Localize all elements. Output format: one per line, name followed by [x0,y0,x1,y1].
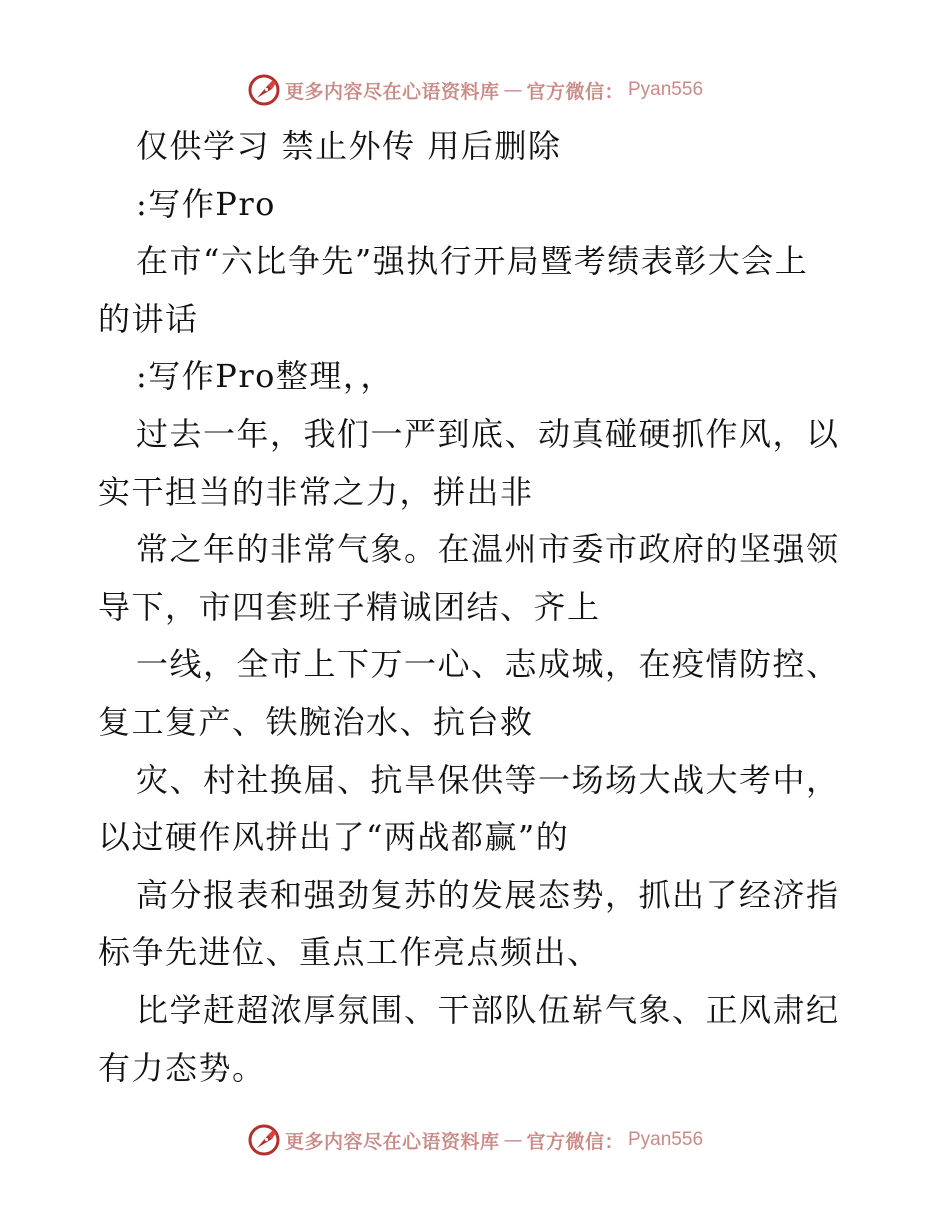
paragraph-line: 常之年的非常气象。在温州市委市政府的坚强领 [136,530,840,569]
speech-title-line-1: 在市“六比争先”强执行开局暨考绩表彰大会上 [136,242,809,281]
paragraph-line: 有力态势。 [98,1048,266,1087]
watermark-text: 更多内容尽在心语资料库 [284,80,500,103]
paragraph-line: 一线，全市上下万一心、志成城，在疫情防控、 [136,645,840,684]
paragraph-line: 复工复产、铁腕治水、抗台救 [98,702,534,741]
speech-title-line-2: 的讲话 [98,299,199,338]
watermark-contact-id: Pyan556 [628,79,704,100]
watermark-contact-id: Pyan556 [628,1129,704,1150]
author-line: :写作Pro [136,184,276,223]
paragraph-line: 过去一年，我们一严到底、动真碰硬抓作风，以 [136,414,840,453]
pen-nib-logo-icon [247,1123,281,1157]
footer-watermark [0,1120,950,1160]
compiler-line: :写作Pro整理，， [136,357,394,396]
paragraph-line: 导下，市四套班子精诚团结、齐上 [98,587,601,626]
header-watermark [0,70,950,110]
paragraph-line: 比学赶超浓厚氛围、干部队伍崭气象、正风肃纪 [136,990,840,1029]
paragraph-line: 灾、村社换届、抗旱保供等一场场大战大考中， [136,760,840,799]
pen-nib-logo-icon [247,73,281,107]
watermark-contact-label: 官方微信： [526,1130,624,1153]
paragraph-line: 标争先进位、重点工作亮点频出、 [98,933,601,972]
watermark-separator: — [503,1129,523,1151]
watermark-text: 更多内容尽在心语资料库 [284,1130,500,1153]
notice-line: 仅供学习 禁止外传 用后删除 [136,127,562,165]
paragraph-line: 高分报表和强劲复苏的发展态势，抓出了经济指 [136,875,840,914]
watermark-separator: — [503,79,523,101]
watermark-contact-label: 官方微信： [526,80,624,103]
document-body [98,118,858,1097]
paragraph-line: 实干担当的非常之力，拼出非 [98,472,534,511]
paragraph-line: 以过硬作风拼出了“两战都赢”的 [98,818,570,857]
